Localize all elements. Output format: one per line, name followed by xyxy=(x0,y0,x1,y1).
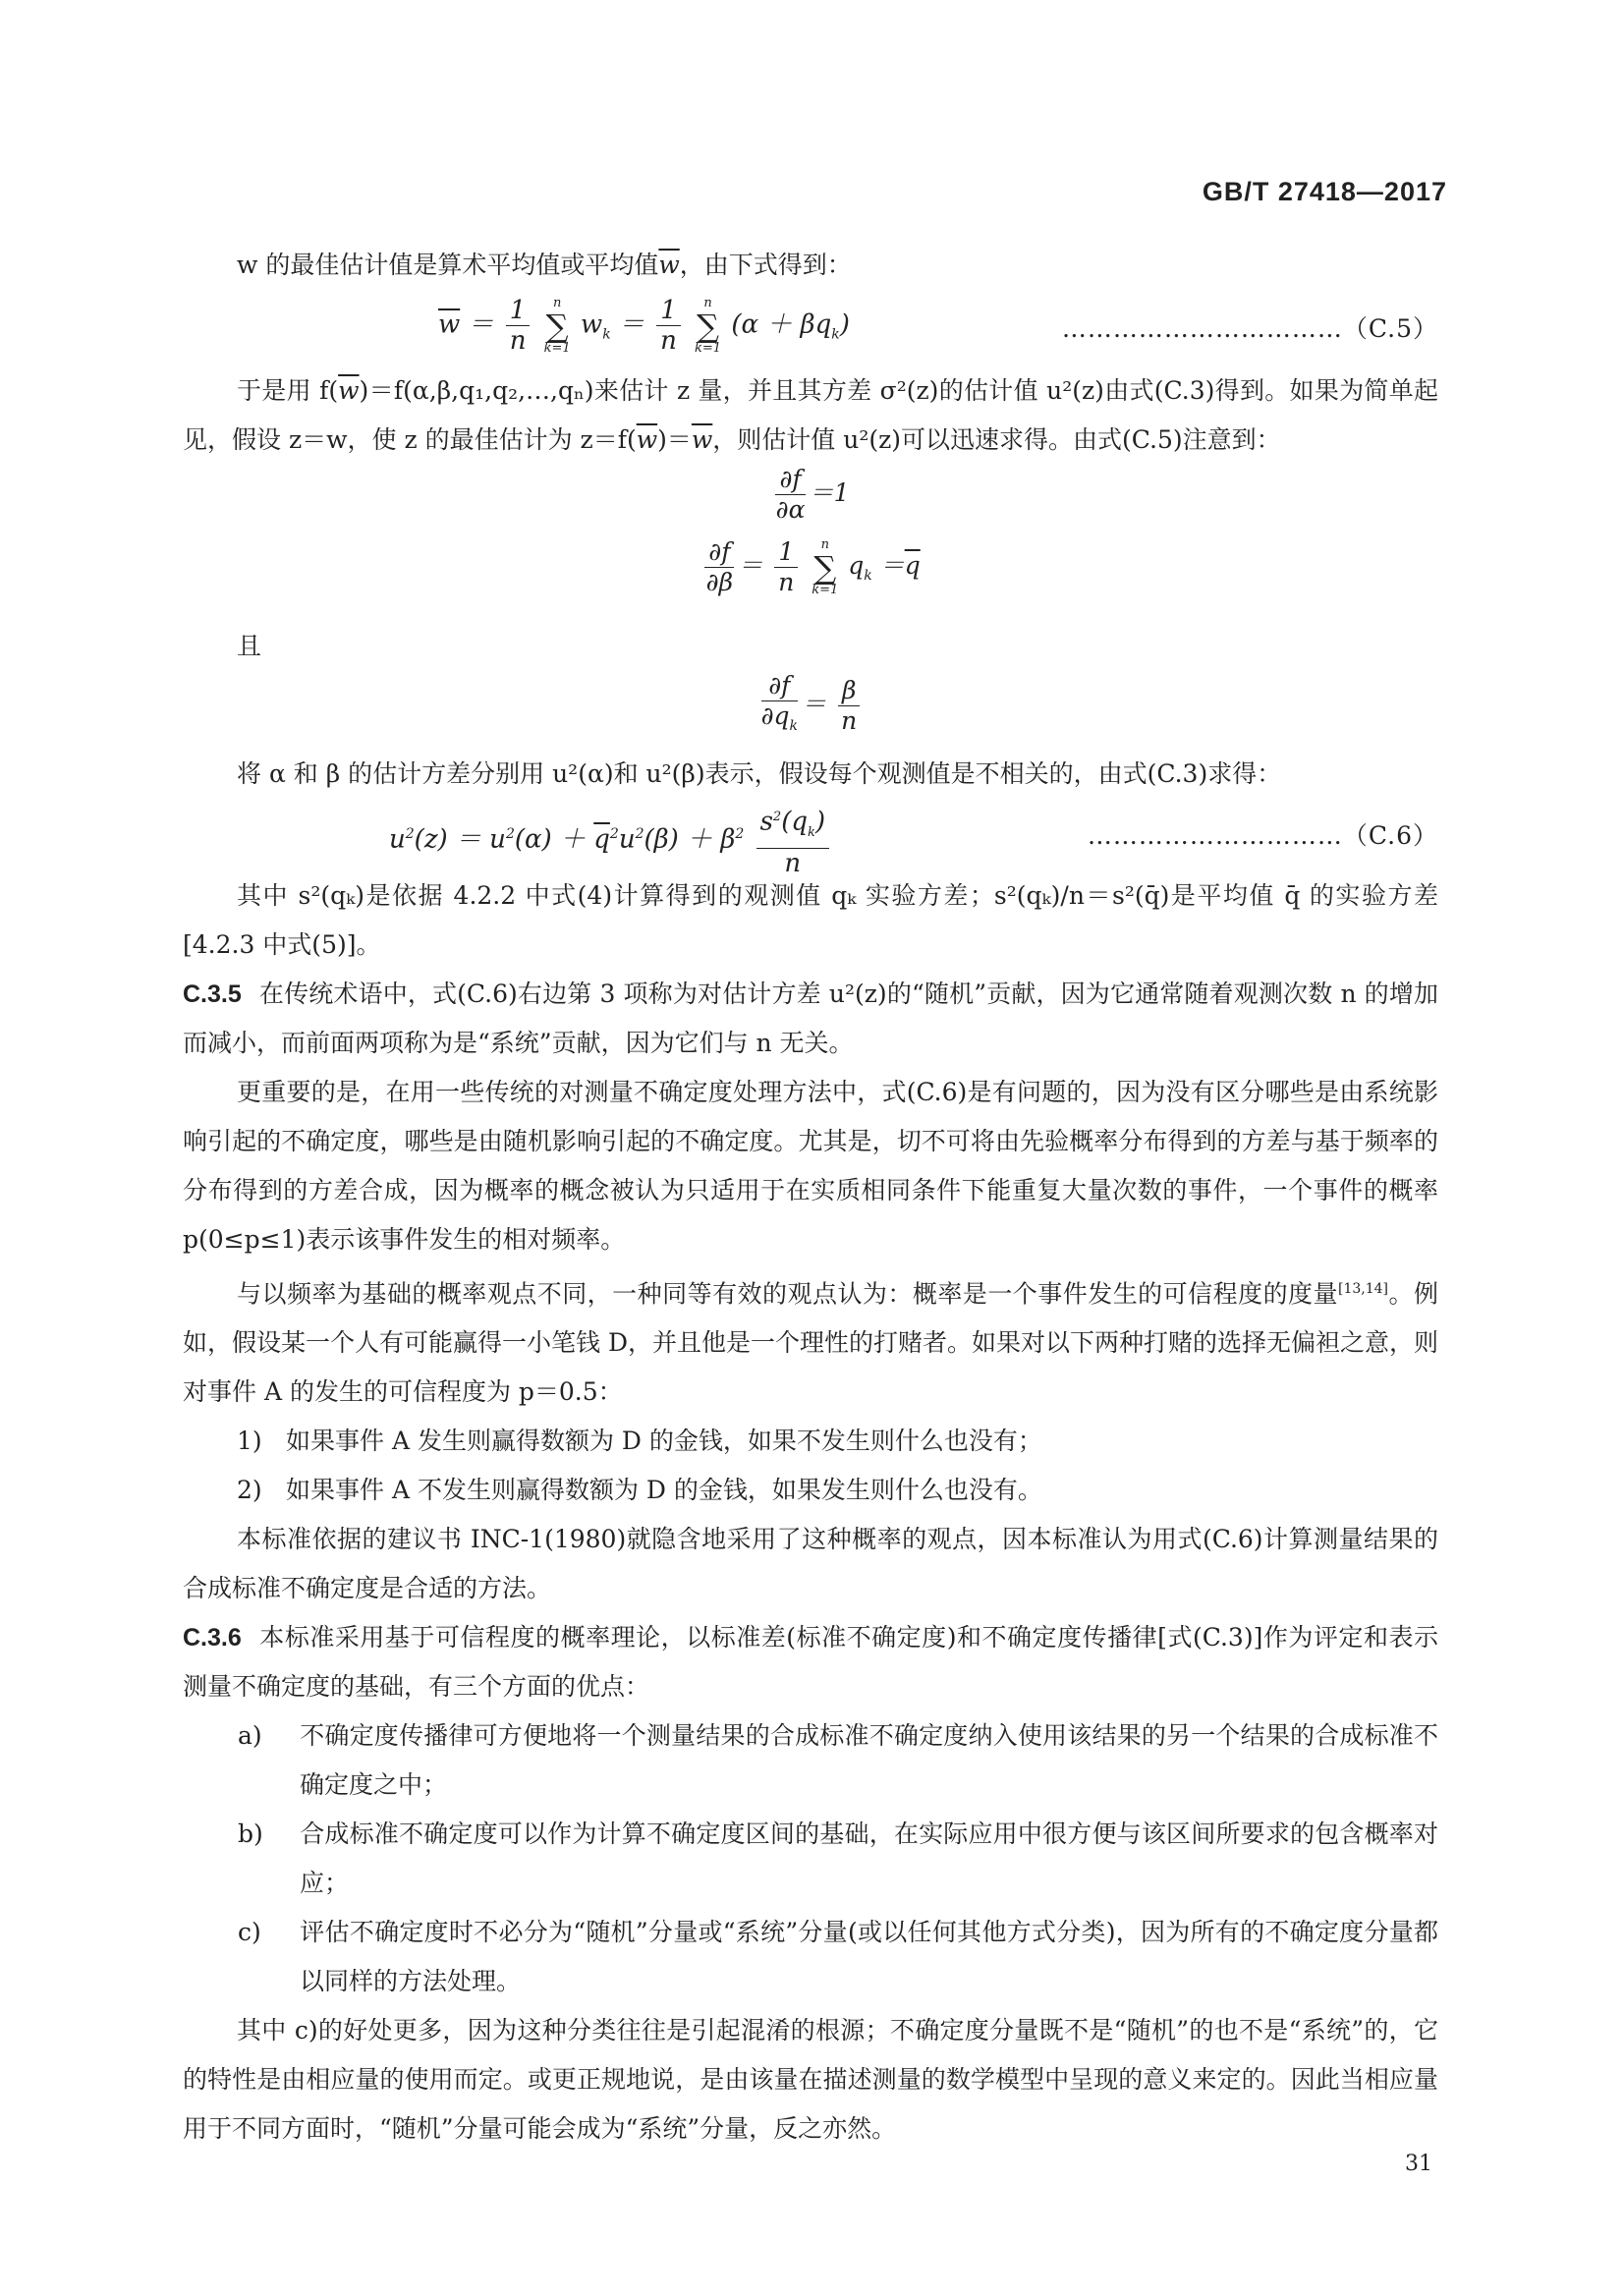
paragraph-4: 更重要的是，在用一些传统的对测量不确定度处理方法中，式(C.6)是有问题的，因为没有区分哪些是由系统影响引起的不确定度，哪些是由随机影响引起的不确定度。尤其是，切不可将由先验概率分布得到的方差与基于频率的分布得到的方差合成，因为概率的概念被认为只适用于在实质相同条件下能重复大量次数的事件，一个事件的概率 p(0≤p≤1)表示该事件发生的相对频率。 xyxy=(183,1078,1438,1254)
paragraph-1: 于是用 $f(\overline{w})=f(\alpha,\beta,q_1,q_2,\dots,q_n)$来估计 z 量，并且其方差 σ²(z)的估计值 u²(z)由式(C.3)得到。如果为简单起见，假设 z＝w，使 z 的最佳估计为 $z=f(\overline{w})=\overline{w}$，则估计值 u²(z)可以迅速求得。由式(C.5)注意到： xyxy=(183,376,1438,454)
equation-c5-number: ……………………………（C.5） xyxy=(1061,314,1438,343)
list-item-2: 2) 如果事件 A 不发生则赢得数额为 D 的金钱，如果发生则什么也没有。 xyxy=(237,1476,1042,1505)
equation-df-dqk: $\frac{\partial f}{\partial q_k}$ ＝ $\frac{\beta}{n}$ xyxy=(183,671,1438,750)
section-c36-text: 本标准采用基于可信程度的概率理论，以标准差(标准不确定度)和不确定度传播律[式(C.3)]作为评定和表示测量不确定度的基础，有三个方面的优点： xyxy=(183,1623,1438,1702)
paragraph-3: 其中 s²(qₖ)是依据 4.2.2 中式(4)计算得到的观测值 qₖ 实验方差；s²(qₖ)/n＝s²(q̄)是平均值 q̄ 的实验方差[4.2.3 中式(5)]。 xyxy=(183,881,1438,959)
list-item-b: b) 合成标准不确定度可以作为计算不确定度区间的基础，在实际应用中很方便与该区间所要求的包含概率对应； xyxy=(238,1820,1438,1898)
intro-wbar: $\overline{w}$ xyxy=(658,251,680,279)
intro-paragraph xyxy=(183,241,1438,290)
citation-ref: [13,14] xyxy=(1338,1281,1389,1297)
equation-df-dbeta: $\frac{\partial f}{\partial\beta}$ ＝ $\frac{1}{n}$ n ∑ k=1 $q_k =\overline{q}$ xyxy=(705,536,921,597)
and-label: 且 xyxy=(237,632,262,660)
paragraph-2: 将 α 和 β 的估计方差分别用 u²(α)和 u²(β)表示，假设每个观测值是不相关的，由式(C.3)求得： xyxy=(237,759,1282,788)
equation-c6-number: …………………………（C.6） xyxy=(1087,821,1438,850)
list-item-c: c) 评估不确定度时不必分为“随机”分量或“系统”分量(或以任何其他方式分类)，因为所有的不确定度分量都以同样的方法处理。 xyxy=(238,1918,1438,1996)
section-c35-number: C.3.5 xyxy=(183,980,242,1008)
equation-c6: $u^2(z) = u^2(\alpha) + \overline{q}^2u^2(\beta) + \beta^2$ $\frac{s^2(q_k)}{n}$ …………………………（C.6） xyxy=(183,799,1438,871)
paragraph-6: 本标准依据的建议书 INC-1(1980)就隐含地采用了这种概率的观点，因本标准认为用式(C.6)计算测量结果的合成标准不确定度是合适的方法。 xyxy=(183,1525,1438,1603)
list-item-a: a) 不确定度传播律可方便地将一个测量结果的合成标准不确定度纳入使用该结果的另一个结果的合成标准不确定度之中； xyxy=(238,1721,1438,1800)
intro-text-a: w 的最佳估计值是算术平均值或平均值 xyxy=(237,251,659,279)
section-c36 xyxy=(183,1613,1438,1711)
equation-c5: $\overline{w}$ ＝ $\frac{1}{n}$ n ∑ k=1 $w_k$ ＝ $\frac{1}{n}$ n ∑ k=1 $(\alpha + \beta q_k)$ ……………………………（C.5） xyxy=(438,295,1438,356)
paragraph-7: 其中 c)的好处更多，因为这种分类往往是引起混淆的根源；不确定度分量既不是“随机”的也不是“系统”的，它的特性是由相应量的使用而定。或更正规地说，是由该量在描述测量的数学模型中呈现的意义来定的。因此当相应量用于不同方面时，“随机”分量可能会成为“系统”分量，反之亦然。 xyxy=(183,2016,1438,2144)
standard-code: GB/T 27418—2017 xyxy=(1202,177,1447,206)
paragraph-5: 与以频率为基础的概率观点不同，一种同等有效的观点认为：概率是一个事件发生的可信程度的度量[13,14]。例如，假设某一个人有可能赢得一小笔钱 D，并且他是一个理性的打赌者。如果对以下两种打赌的选择无偏袒之意，则对事件 A 的发生的可信程度为 p＝0.5： xyxy=(183,1279,1438,1407)
intro-text-b: ，由下式得到： xyxy=(679,251,852,279)
section-c35-text: 在传统术语中，式(C.6)右边第 3 项称为对估计方差 u²(z)的“随机”贡献，因为它通常随着观测次数 n 的增加而减小，而前面两项称为是“系统”贡献，因为它们与 n 无关。 xyxy=(183,980,1438,1057)
equation-df-dalpha: $\frac{\partial f}{\partial\alpha}$ ＝1 xyxy=(775,465,850,524)
page-body xyxy=(183,241,1438,2154)
list-item-1: 1) 如果事件 A 发生则赢得数额为 D 的金钱，如果不发生则什么也没有； xyxy=(237,1427,1042,1456)
section-c35 xyxy=(183,970,1438,1068)
page-number: 31 xyxy=(1405,2152,1432,2176)
section-c36-number: C.3.6 xyxy=(183,1624,242,1652)
